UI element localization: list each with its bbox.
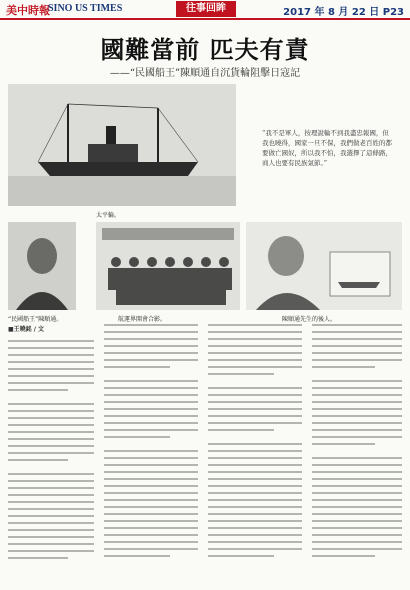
ship-photo (8, 84, 236, 206)
byline: ■王曉銘 / 文 (8, 326, 45, 333)
portrait-photo (8, 222, 76, 310)
headline: 國難當前 匹夫有責 (100, 35, 310, 64)
group-photo (96, 222, 240, 310)
newspaper-name: SINO US TIMES (48, 3, 123, 14)
pull-quote: “我不是軍人，按理說輪不到我盡忠報國，但我也曉得，國家一旦不保，我們做老百姓的都要做亡國奴，所以我不怕，我選擇了這條路，商人也要有民族氣節。” (262, 129, 392, 167)
descendant-caption: 陳順通先生的後人。 (282, 316, 337, 323)
article-column-4 (312, 324, 402, 562)
newspaper-logo: 美中時報 (6, 4, 50, 17)
portrait-caption: “民國船王”陳順通。 (8, 316, 63, 323)
group-caption: 航運界開會合影。 (118, 316, 167, 323)
subheadline: ——“民國船王”陳順通自沉貨輪阻擊日寇記 (109, 68, 301, 79)
descendant-photo (246, 222, 402, 310)
descendant-picture (246, 222, 402, 310)
ship-picture (8, 84, 236, 206)
issue-date: 2017 年 8 月 22 日 P23 (283, 7, 404, 18)
section-tag: 往事回眸 (176, 1, 236, 17)
ship-caption: 太平輪。 (96, 212, 121, 219)
article-column-1 (8, 340, 94, 564)
article-column-3 (208, 324, 302, 562)
portrait-picture (8, 222, 76, 310)
article-column-2 (104, 324, 198, 562)
group-picture (96, 222, 240, 310)
masthead (0, 0, 410, 20)
